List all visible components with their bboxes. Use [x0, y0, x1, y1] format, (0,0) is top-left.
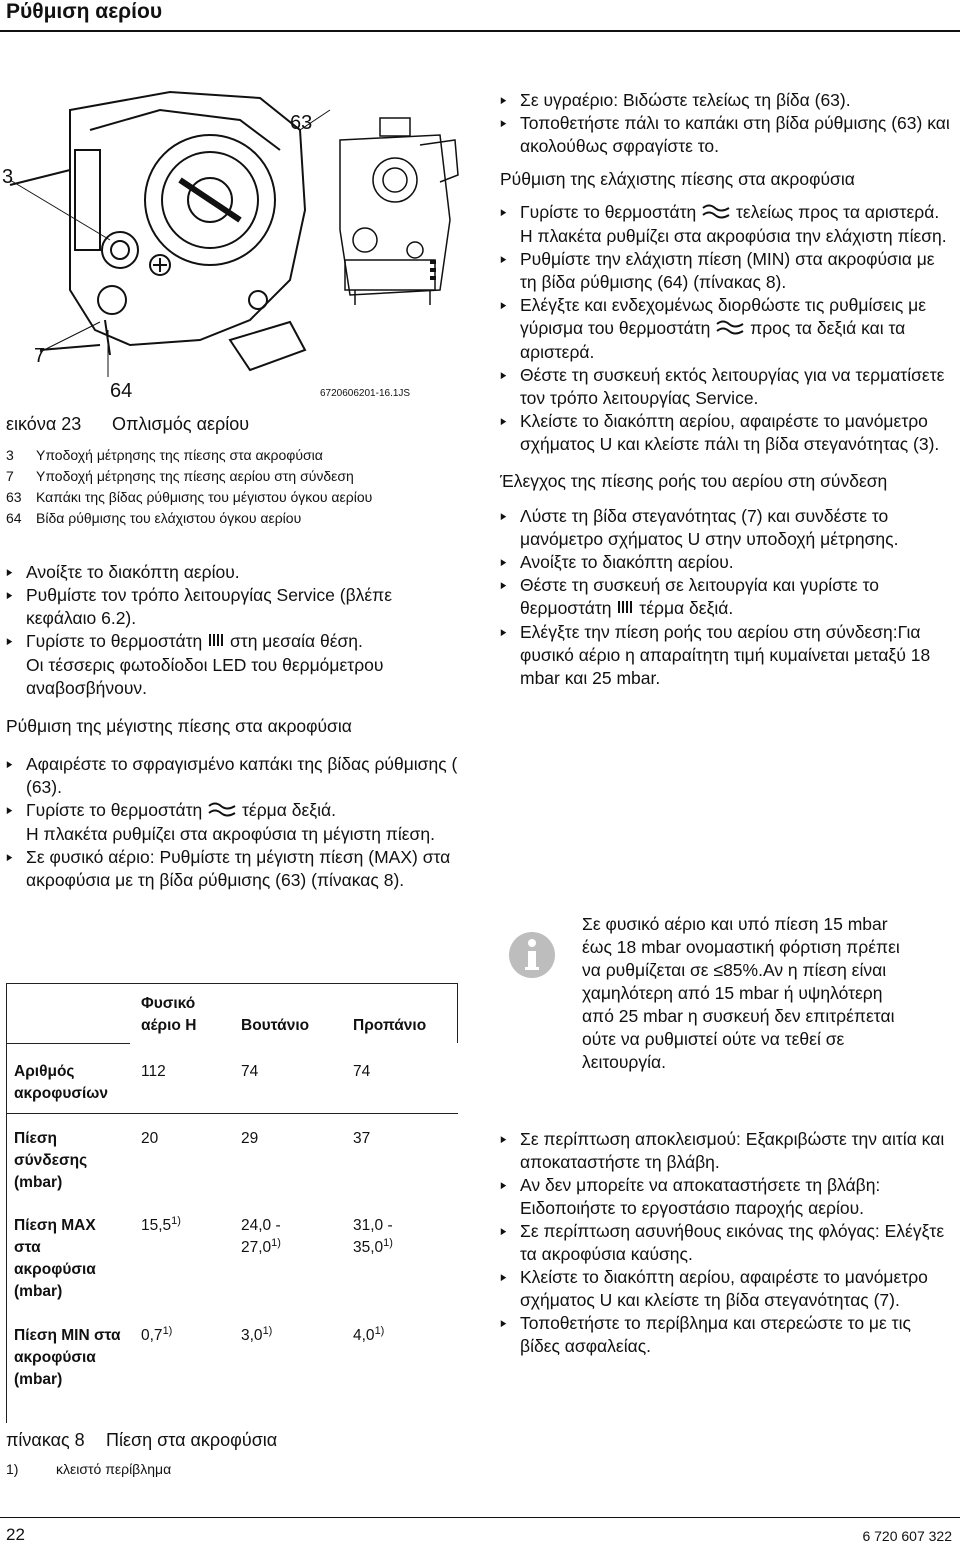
cell-value: 4,0 — [353, 1327, 375, 1344]
step-replace-cap: ▶ Τοποθετήστε πάλι το καπάκι στη βίδα ρύθμισης (63) και ακολούθως σφραγίστε το. — [500, 112, 955, 158]
cell-value: 31,0 - 35,0 — [353, 1217, 393, 1256]
radiator-icon — [207, 631, 225, 654]
legend-item — [6, 466, 461, 487]
page-header — [0, 0, 960, 26]
step-natural-gas-max: ▶ Σε φυσικό αέριο: Ρυθμίστε τη μέγιστη πίεση (MAX) στα ακροφύσια με τη βίδα ρύθμισης (63) (πίνακας 8). — [6, 846, 461, 892]
step-remove-cap: ▶ Αφαιρέστε το σφραγισμένο καπάκι της βίδας ρύθμισης ( (63). — [6, 753, 461, 799]
step-check-flow: ▶ Ελέγξτε την πίεση ροής του αερίου στη σύνδεση:Για φυσικό αέριο η απαραίτητη τιμή κυμαίνεται μεταξύ 18 mbar και 25 mbar. — [500, 621, 955, 690]
row-label-nozzles: Αριθμός ακροφυσίων — [14, 1063, 108, 1102]
step-text: Θέστε τη συσκευή σε λειτουργία και γυρίστε το θερμοστάτη — [520, 574, 879, 618]
info-note — [500, 913, 955, 1072]
figure-caption-text: Οπλισμός αερίου — [112, 414, 250, 434]
table-cell — [141, 1215, 181, 1237]
legend-item — [6, 487, 461, 508]
figure-legend — [6, 445, 461, 529]
step-text: τέρμα δεξιά. — [639, 597, 734, 618]
step-thermostat-middle — [6, 630, 461, 654]
step-thermostat-right — [6, 799, 461, 823]
legend-item — [6, 508, 461, 529]
info-text: Σε φυσικό αέριο και υπό πίεση 15 mbar έως 18 mbar ονομαστική φόρτιση πρέπει να ρυθμίζεται σε ≤85%.Αν η πίεση είναι χαμηλότερη από 15 mbar ή υψηλότερη από 25 mbar η συσκευή δεν επιτρέπεται ούτε να ρυθμιστεί ούτε να τεθεί σε λειτουργία. — [582, 914, 900, 1072]
step-text: τέρμα δεξιά. — [241, 799, 336, 820]
footer-rule — [0, 1517, 960, 1518]
callout-3: 3 — [2, 166, 14, 188]
table-row-rule — [6, 1113, 458, 1114]
cell-value: 3,0 — [241, 1327, 263, 1344]
row-label-min-pressure: Πίεση MIN στα ακροφύσια (mbar) — [14, 1327, 121, 1388]
cell-value: 15,5 — [141, 1217, 172, 1234]
water-waves-icon — [701, 202, 731, 225]
step-end-service: ▶ Θέστε τη συσκευή εκτός λειτουργίας για να τερματίσετε τον τρόπο λειτουργίας Service. — [500, 364, 955, 410]
legend-text: Υποδοχή μέτρησης της πίεσης στα ακροφύσια — [36, 447, 323, 463]
legend-text: Καπάκι της βίδας ρύθμισης του μέγιστου όγκου αερίου — [36, 489, 373, 505]
radiator-icon — [616, 598, 634, 621]
table-cell: 37 — [353, 1130, 371, 1147]
step-note-max: Η πλακέτα ρυθμίζει στα ακροφύσια τη μέγιστη πίεση. — [26, 823, 435, 844]
footnote-mark: 1) — [383, 1236, 393, 1249]
row-label-max-pressure: Πίεση MAX στα ακροφύσια (mbar) — [14, 1217, 96, 1300]
heading-min-pressure: Ρύθμιση της ελάχιστης πίεσης στα ακροφύσια — [500, 169, 855, 189]
table-cell: 20 — [141, 1130, 159, 1147]
heading-max-pressure: Ρύθμιση της μέγιστης πίεσης στα ακροφύσια — [6, 715, 352, 736]
step-text: προς τα δεξιά και τα αριστερά. — [520, 317, 906, 362]
footnote-key: 1) — [6, 1461, 19, 1477]
legend-key: 63 — [6, 489, 22, 505]
legend-key: 7 — [6, 468, 14, 484]
step-note-leds: Οι τέσσερις φωτοδίοδοι LED του θερμόμετρου αναβοσβήνουν. — [26, 654, 384, 698]
cell-value: 24,0 - 27,0 — [241, 1217, 281, 1256]
step-check-settings — [500, 294, 955, 364]
table-cell — [241, 1325, 272, 1347]
step-text: Γυρίστε το θερμοστάτη — [520, 202, 697, 222]
page-title: Ρύθμιση αερίου — [6, 0, 163, 23]
table-cell: 112 — [141, 1063, 166, 1080]
step-notify-supplier: ▶ Αν δεν μπορείτε να αποκαταστήσετε τη βλάβη: Ειδοποιήστε το εργοστάσιο παροχής αερίου. — [500, 1174, 955, 1220]
step-fit-casing: ▶ Τοποθετήστε το περίβλημα και στερεώστε το με τις βίδες ασφαλείας. — [500, 1312, 955, 1358]
col-header-butane: Βουτάνιο — [241, 1017, 310, 1034]
page-number: 22 — [6, 1525, 25, 1544]
table-caption-text: Πίεση στα ακροφύσια — [106, 1430, 278, 1450]
table-rule-right — [457, 983, 458, 1043]
table-footnote — [6, 1461, 171, 1477]
step-close-remove: ▶ Κλείστε το διακόπτη αερίου, αφαιρέστε το μανόμετρο σχήματος U και κλείστε τη βίδα στεγανότητας (7). — [500, 1266, 955, 1312]
table-cell: 74 — [241, 1063, 259, 1080]
heading-flow-pressure: Έλεγχος της πίεσης ροής του αερίου στη σύνδεση — [500, 470, 888, 491]
step-text: στη μεσαία θέση. — [229, 631, 363, 651]
footnote-mark: 1) — [374, 1324, 385, 1337]
step-lpg-screw: ▶ Σε υγραέριο: Βιδώστε τελείως τη βίδα (63). — [500, 89, 955, 112]
table-caption — [6, 1430, 277, 1451]
gas-valve-drawing — [0, 90, 462, 412]
table-caption-number: πίνακας 8 — [6, 1430, 85, 1450]
table-rule-left — [6, 983, 7, 1423]
footnote-mark: 1) — [162, 1324, 173, 1337]
document-number: 6 720 607 322 — [862, 1528, 952, 1544]
table-rule-header — [6, 1043, 130, 1044]
col-header-natural-gas: Φυσικό αέριο H — [141, 995, 197, 1034]
footnote-mark: 1) — [171, 1214, 181, 1227]
step-close-gas: ▶ Κλείστε το διακόπτη αερίου, αφαιρέστε το μανόμετρο σχήματος U και κλείστε πάλι τη βίδα στεγανότητας (3). — [500, 410, 955, 456]
legend-text: Υποδοχή μέτρησης της πίεσης αερίου στη σύνδεση — [36, 468, 354, 484]
col-header-propane: Προπάνιο — [353, 1017, 427, 1034]
step-loosen-screw: ▶ Λύστε τη βίδα στεγανότητας (7) και συνδέστε το μανόμετρο σχήματος U στην υποδοχή μέτρησης. — [500, 505, 955, 551]
figure-caption-number: εικόνα 23 — [6, 414, 82, 434]
step-operate-thermostat — [500, 574, 955, 621]
table-cell — [353, 1215, 433, 1259]
table-cell — [353, 1325, 384, 1347]
step-service-mode: ▶ Ρυθμίστε τον τρόπο λειτουργίας Service (βλέπε κεφάλαιο 6.2). — [6, 584, 461, 630]
footnote-text: κλειστό περίβλημα — [56, 1461, 172, 1477]
footnote-mark: 1) — [271, 1236, 281, 1249]
legend-text: Βίδα ρύθμισης του ελάχιστου όγκου αερίου — [36, 510, 302, 526]
legend-key: 64 — [6, 510, 22, 526]
table-cell — [241, 1215, 321, 1259]
step-set-min: ▶ Ρυθμίστε την ελάχιστη πίεση (MIN) στα ακροφύσια με τη βίδα ρύθμισης (64) (πίνακας 8). — [500, 248, 955, 294]
legend-item — [6, 445, 461, 466]
right-instructions-bottom — [500, 1128, 955, 1358]
figure-caption — [6, 414, 249, 435]
step-text: Ελέγξτε και ενδεχομένως διορθώστε τις ρυθμίσεις με γύρισμα του θερμοστάτη — [520, 294, 927, 338]
gas-valve-figure — [0, 90, 462, 412]
row-label-connection-pressure: Πίεση σύνδεσης (mbar) — [14, 1130, 88, 1191]
step-lockout: ▶ Σε περίπτωση αποκλεισμού: Εξακριβώστε την αιτία και αποκαταστήστε τη βλάβη. — [500, 1128, 955, 1174]
callout-64: 64 — [110, 380, 133, 402]
table-cell: 29 — [241, 1130, 259, 1147]
table-cell — [141, 1325, 172, 1347]
water-waves-icon — [715, 318, 745, 341]
step-thermostat-left — [500, 201, 955, 225]
water-waves-icon — [207, 800, 237, 823]
step-open-gas-valve: ▶ Ανοίξτε το διακόπτη αερίου. — [6, 561, 461, 584]
step-text: Γυρίστε το θερμοστάτη — [26, 631, 203, 651]
step-check-burner: ▶ Σε περίπτωση ασυνήθους εικόνας της φλόγας: Ελέγξτε τα ακροφύσια καύσης. — [500, 1220, 955, 1266]
left-instructions — [6, 561, 461, 892]
step-note-min: Η πλακέτα ρυθμίζει στα ακροφύσια την ελάχιστη πίεση. — [520, 225, 947, 246]
callout-7: 7 — [34, 345, 46, 367]
info-icon — [508, 931, 556, 979]
header-rule — [0, 30, 960, 32]
legend-key: 3 — [6, 447, 14, 463]
step-text: Γυρίστε το θερμοστάτη — [26, 799, 203, 820]
step-text: τελείως προς τα αριστερά. — [735, 202, 940, 222]
right-instructions — [500, 89, 955, 690]
figure-code: 6720606201-16.1JS — [320, 388, 411, 399]
callout-63: 63 — [290, 112, 313, 134]
footnote-mark: 1) — [262, 1324, 273, 1337]
cell-value: 0,7 — [141, 1327, 163, 1344]
table-rule-top — [6, 983, 458, 984]
step-open-gas: ▶ Ανοίξτε το διακόπτη αερίου. — [500, 551, 955, 574]
table-cell: 74 — [353, 1063, 371, 1080]
